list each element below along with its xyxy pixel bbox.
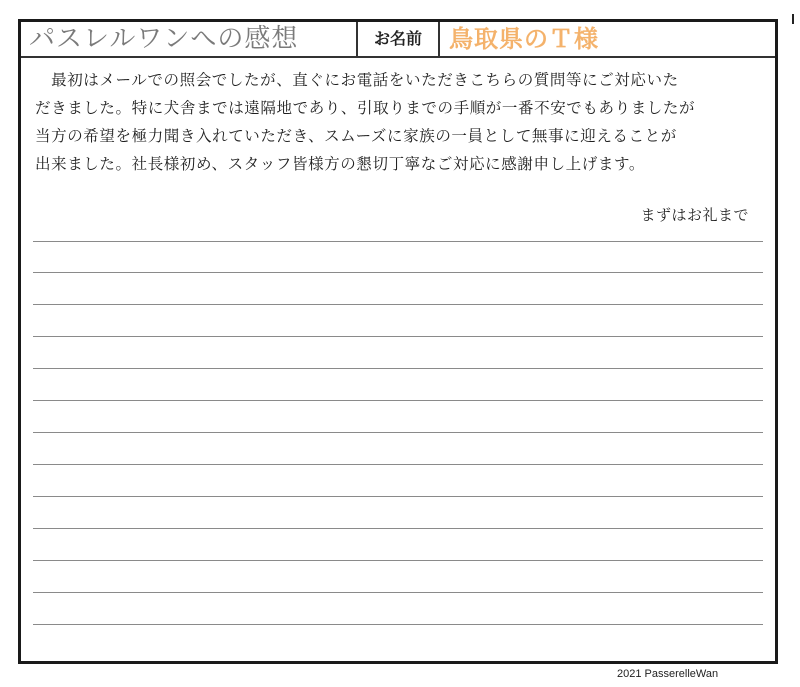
body-line: 最初はメールでの照会でしたが、直ぐにお電話をいただきこちらの質問等にご対応いた xyxy=(35,71,679,89)
feedback-body xyxy=(35,66,765,178)
body-line: 出来ました。社長様初め、スタッフ皆様方の懇切丁寧なご対応に感謝申し上げます。 xyxy=(35,155,645,173)
ruled-line xyxy=(33,528,763,529)
ruled-line xyxy=(33,464,763,465)
name-label: お名前 xyxy=(373,29,422,48)
ruled-line xyxy=(33,368,763,369)
body-line: だきました。特に犬舎までは遠隔地であり、引取りまでの手順が一番不安でもありましたが xyxy=(35,99,696,117)
ruled-line xyxy=(33,624,763,625)
title-box xyxy=(21,22,358,56)
ruled-line xyxy=(33,496,763,497)
body-line: 当方の希望を極力聞き入れていただき、スムーズに家族の一員として無事に迎えることが xyxy=(35,127,677,145)
ruled-line xyxy=(33,592,763,593)
name-label-box xyxy=(358,22,440,56)
sheet-title: パスレルワンへの感想 xyxy=(29,24,299,54)
ruled-line xyxy=(33,304,763,305)
ruled-line xyxy=(33,241,763,242)
feedback-sheet xyxy=(18,19,778,664)
closing-line: まずはお礼まで xyxy=(640,206,749,224)
ruled-line xyxy=(33,400,763,401)
ruled-line xyxy=(33,560,763,561)
customer-name: 鳥取県のＴ様 xyxy=(449,25,599,53)
ruled-line xyxy=(33,336,763,337)
ruled-line xyxy=(33,432,763,433)
footer-credit: 2021 PasserelleWan xyxy=(617,668,719,680)
corner-mark xyxy=(792,14,794,24)
sheet-header xyxy=(21,22,775,58)
ruled-line xyxy=(33,272,763,273)
